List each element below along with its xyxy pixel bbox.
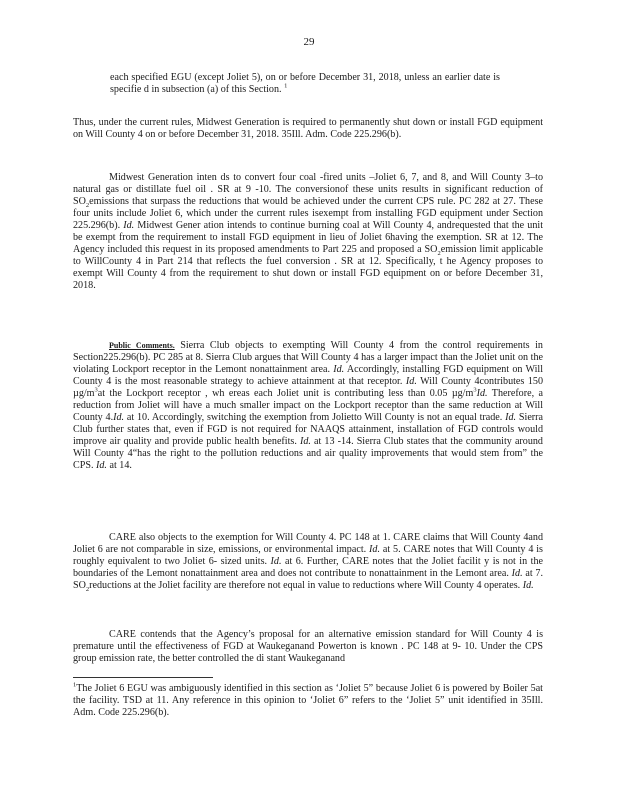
footnote-marker: 1: [73, 681, 77, 689]
paragraph-care-contends: CARE contends that the Agency’s proposal for an alternative emission standard for Will County 4 is premature until the effectiveness of FGD at Waukeganand Powerton is known . PC 148 at 9- 10. Under the CPS group emission rate, the better controlled the di stant Waukeganand: [73, 629, 543, 664]
page-number: 29: [303, 36, 315, 48]
footnote-divider: [73, 677, 213, 678]
footnote-reference: 1: [284, 82, 288, 90]
footnote: [73, 683, 543, 719]
quoted-rule-text: [110, 72, 500, 96]
paragraph-current-rules: Thus, under the current rules, Midwest Generation is required to permanently shut down or install FGD equipment on Will County 4 on or before December 31, 2018. 35Ill. Adm. Code 225.296(b).: [73, 117, 543, 140]
quote-text: each specified EGU (except Joliet 5), on or before December 31, 2018, unless an earlier date is specifie d in subsection (a) of this Section.: [110, 72, 500, 95]
paragraph-public-comments: Public Comments. Sierra Club objects to exempting Will County 4 from the control requirements in Section225.296(b). PC 285 at 8. Sierra Club argues that Will County 4 has a larger impact than the Joliet unit on the violating Lockport receptor in the Lemont nonattainment area. Id. Accordingly, installing FGD equipment on Will County 4 is the most reasonable strategy to achieve attainment at that receptor. Id. Will County 4contributes 150 $\mu g/m^3at$ the Lockport receptor , wh ereas each Joliet unit is contributing less than 0.05 $\mu g/m^3Id$. Therefore, a reduction from Joliet will have a much smaller impact on the Lockport receptor than the same reduction at Will County 4.Id. at 10. Accordingly, switching the exemption from Jolietto Will County is not an equal trade. Id. Sierra Club further states that, even if FGD is not required for NAAQS attainment, installation of FGD controls would improve air quality and provide public health benefits. Id. at 13 -14. Sierra Club states that the community around Will County 4“has the right to the pollution reductions and air quality improvements that would stem from” the CPS. Id. at 14.: [73, 340, 544, 471]
paragraph-midwest-generation: Midwest Generation inten ds to convert four coal -fired units –Joliet 6, 7, and 8, and Will County 3–to natural gas or distillate fuel oil . SR at 9 -10. The conversionof these units results in significant reduction of $SO_2emissions$ that surpass the reductions that would be achieved under the current CPS rule. PC 282 at 27. These four units include Joliet 6, which under the current rules isexempt from installing FGD equipment under Section 225.296(b). Id. Midwest Gener ation intends to continue burning coal at Will County 4, andrequested that the unit be exempt from the requirement to install FGD equipment in lieu of Joliet 6having the exemption. SR at 12. The Agency included this request in its proposed amendments to Part 225 and proposed a $SO_2emission$ limit applicable to WillCounty 4 in Part 214 that reflects the fuel conversion . SR at 12. Specifically, t he Agency proposes to exempt Will County 4 from the requirement to shut down or install FGD equipment on or before December 31, 2018.: [73, 172, 544, 291]
paragraph-care-objections: CARE also objects to the exemption for Will County 4. PC 148 at 1. CARE claims that Will County 4and Joliet 6 are not comparable in size, emissions, or environmental impact. Id. at 5. CARE notes that Will County 4 is roughly equivalent to two Joliet 6- sized units. Id. at 6. Further, CARE notes that the Joliet facilit y is not in the boundaries of the Lemont nonattainment area and does not contribute to nonattainment in the Lemont area. Id. at 7. $SO_2reductions$ at the Joliet facility are therefore not equal in value to reductions where Will County 4 operates. Id.: [73, 532, 543, 593]
section-heading: Public Comments.: [109, 341, 175, 350]
footnote-text: The Joliet 6 EGU was ambiguously identified in this section as ‘Joliet 5” because Joliet 6 is powered by Boiler 5at the facility. TSD at 11. Any reference in this opinion to ‘Joliet 6” refers to the ‘Joliet 5” unit identified in 35Ill. Adm. Code 225.296(b).: [73, 683, 543, 718]
